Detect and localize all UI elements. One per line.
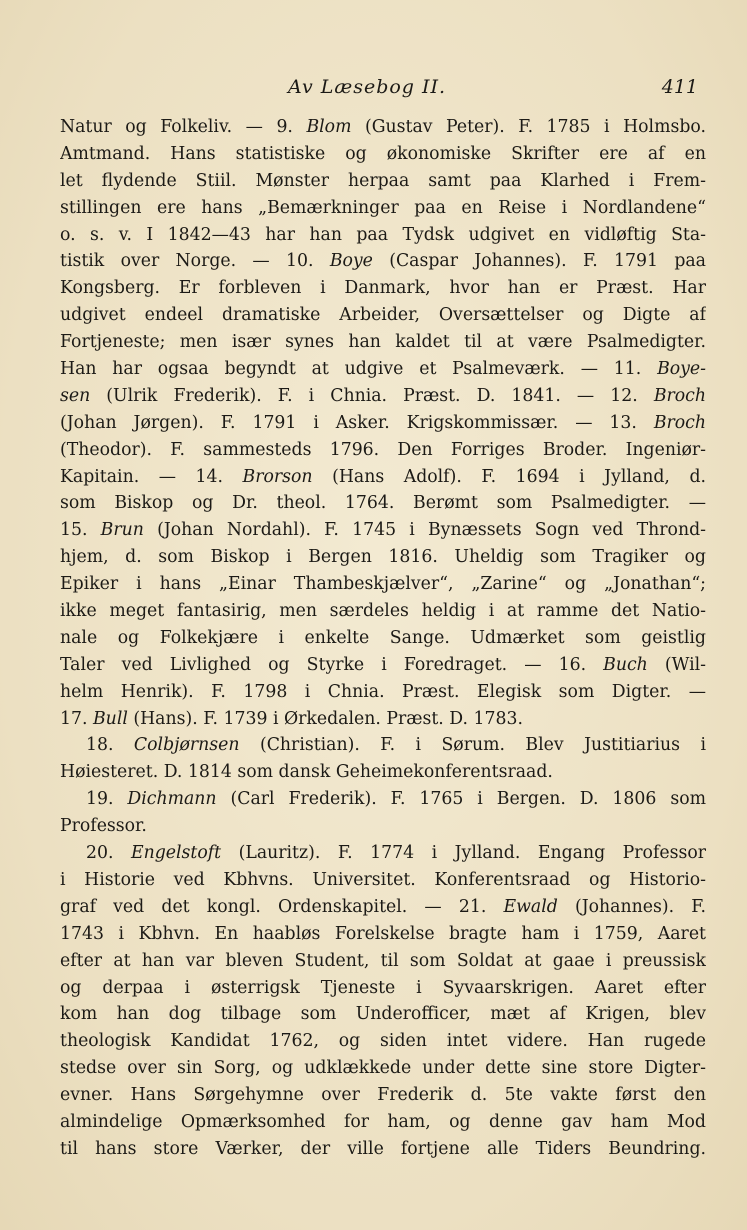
text-run: theologisk Kandidat 1762, og siden intet videre. Han rugede xyxy=(60,1031,706,1052)
text-line xyxy=(60,1028,706,1055)
entry-name: Dichmann xyxy=(127,789,217,810)
text-run: Epiker i hans „Einar Thambeskjælver“, „Zarine“ og „Jonathan“; xyxy=(60,574,706,595)
text-line xyxy=(60,598,706,625)
text-run: nale og Folkekjære i enkelte Sange. Udmærket som geistlig xyxy=(60,627,706,648)
text-run: efter at han var bleven Student, til som Soldat at gaae i preussisk xyxy=(60,950,706,971)
text-run: Kongsberg. Er forbleven i Danmark, hvor han er Præst. Har xyxy=(60,278,706,299)
text-run: kom han dog tilbage som Underofficer, mæt af Krigen, blev xyxy=(60,1004,706,1025)
text-line xyxy=(60,141,706,168)
text-run: Kapitain. — 14. xyxy=(60,466,243,487)
text-run: (Christian). F. i Sørum. Blev Justitiarius i xyxy=(239,735,706,756)
text-run: i Historie ved Kbhvns. Universitet. Konferentsraad og Historio- xyxy=(60,869,706,890)
text-line xyxy=(60,168,706,195)
running-head xyxy=(60,70,706,110)
text-run: ikke meget fantasirig, men særdeles heldig i at ramme det Natio- xyxy=(60,601,706,622)
text-run: (Johan Jørgen). F. 1791 i Asker. Krigskommissær. — 13. xyxy=(60,412,654,433)
text-run: helm Henrik). F. 1798 i Chnia. Præst. Elegisk som Digter. — xyxy=(60,681,706,702)
text-line xyxy=(60,867,706,894)
text-run: stillingen ere hans „Bemærkninger paa en Reise i Nordlandene“ xyxy=(60,197,706,218)
text-run: (Carl Frederik). F. 1765 i Bergen. D. 1806 som xyxy=(216,789,706,810)
text-run: (Hans Adolf). F. 1694 i Jylland, d. xyxy=(312,466,706,487)
text-run: Taler ved Livlighed og Styrke i Foredraget. — 16. xyxy=(60,654,604,675)
text-run: (Johannes). F. xyxy=(557,896,706,917)
page-number: 411 xyxy=(661,76,698,98)
text-run: (Johan Nordahl). F. 1745 i Bynæssets Sogn ved Thrond- xyxy=(143,520,706,541)
text-line xyxy=(60,329,706,356)
text-line xyxy=(60,302,706,329)
text-run: (Caspar Johannes). F. 1791 paa xyxy=(372,251,706,272)
text-run: almindelige Opmærksomhed for ham, og denne gav ham Mod xyxy=(60,1111,706,1132)
text-run: stedse over sin Sorg, og udklækkede under dette sine store Digter- xyxy=(60,1058,706,1079)
text-run: 19. xyxy=(86,789,128,810)
entry-name: Boye- xyxy=(657,359,706,380)
text-line xyxy=(60,706,706,733)
text-line xyxy=(60,1136,706,1163)
text-line xyxy=(60,921,706,948)
entry-name: Ewald xyxy=(503,896,558,917)
entry-name: Brun xyxy=(100,520,144,541)
text-line xyxy=(60,786,706,813)
text-run: o. s. v. I 1842—43 har han paa Tydsk udgivet en vidløftig Sta- xyxy=(60,224,706,245)
text-line xyxy=(60,759,706,786)
text-run: 20. xyxy=(86,843,131,864)
text-run: Han har ogsaa begyndt at udgive et Psalmeværk. — 11. xyxy=(60,359,658,380)
text-run: Natur og Folkeliv. — 9. xyxy=(60,117,307,137)
text-run: Professor. xyxy=(60,816,147,837)
text-line xyxy=(60,1109,706,1136)
entry-name: Brorson xyxy=(242,466,313,487)
text-line xyxy=(60,625,706,652)
text-line xyxy=(60,490,706,517)
text-line xyxy=(60,356,706,383)
text-line xyxy=(60,410,706,437)
text-run: Høiesteret. D. 1814 som dansk Geheimekonferentsraad. xyxy=(60,762,553,783)
text-run: til hans store Værker, der ville fortjene alle Tiders Beundring. xyxy=(60,1138,706,1159)
text-run: Amtmand. Hans statistiske og økonomiske Skrifter ere af en xyxy=(60,143,706,164)
text-run: (Theodor). F. sammesteds 1796. Den Forriges Broder. Ingeniør- xyxy=(60,439,706,460)
text-line xyxy=(60,195,706,222)
text-line xyxy=(60,275,706,302)
text-line xyxy=(60,571,706,598)
text-run: (Lauritz). F. 1774 i Jylland. Engang Professor xyxy=(221,843,706,864)
text-run: 18. xyxy=(86,735,134,756)
text-line xyxy=(60,517,706,544)
entry-name: Broch xyxy=(653,385,706,406)
text-line xyxy=(60,948,706,975)
text-run: (Wil- xyxy=(647,654,706,675)
text-line xyxy=(60,544,706,571)
text-line xyxy=(60,383,706,410)
entry-name: Blom xyxy=(306,117,352,137)
text-line xyxy=(60,1055,706,1082)
text-line xyxy=(60,840,706,867)
text-line xyxy=(60,652,706,679)
text-line xyxy=(60,1001,706,1028)
text-run: graf ved det kongl. Ordenskapitel. — 21. xyxy=(60,896,504,917)
text-run: som Biskop og Dr. theol. 1764. Berømt som Psalmedigter. — xyxy=(60,493,706,514)
book-page xyxy=(60,70,706,1163)
text-run: (Hans). F. 1739 i Ørkedalen. Præst. D. 1783. xyxy=(127,708,523,729)
text-line xyxy=(60,464,706,491)
text-line xyxy=(60,222,706,249)
text-run: tistik over Norge. — 10. xyxy=(60,251,330,272)
text-run: hjem, d. som Biskop i Bergen 1816. Uheldig som Tragiker og xyxy=(60,547,706,568)
entry-name: Colbjørnsen xyxy=(133,735,240,756)
text-run: let flydende Stiil. Mønster herpaa samt paa Klarhed i Frem- xyxy=(60,170,706,191)
text-line xyxy=(60,437,706,464)
text-run: (Gustav Peter). F. 1785 i Holmsbo. xyxy=(351,117,706,137)
text-run: (Ulrik Frederik). F. i Chnia. Præst. D. 1841. — 12. xyxy=(90,385,654,406)
text-line xyxy=(60,732,706,759)
text-run: evner. Hans Sørgehymne over Frederik d. 5te vakte først den xyxy=(60,1085,706,1106)
text-line xyxy=(60,1082,706,1109)
text-line xyxy=(60,248,706,275)
text-run: og derpaa i østerrigsk Tjeneste i Syvaarskrigen. Aaret efter xyxy=(60,977,706,998)
text-run: 17. xyxy=(60,708,93,729)
entry-name: Buch xyxy=(603,654,648,675)
text-line xyxy=(60,975,706,1002)
entry-name: Broch xyxy=(653,412,706,433)
body-text xyxy=(60,114,706,1163)
entry-name: Engelstoft xyxy=(130,843,222,864)
text-run: Fortjeneste; men især synes han kaldet til at være Psalmedigter. xyxy=(60,332,706,353)
text-line xyxy=(60,813,706,840)
text-line xyxy=(60,894,706,921)
text-run: udgivet endeel dramatiske Arbeider, Oversættelser og Digte af xyxy=(60,305,706,326)
text-line xyxy=(60,679,706,706)
entry-name: sen xyxy=(60,385,91,406)
running-head-title: Av Læsebog II. xyxy=(288,76,447,98)
text-run: 15. xyxy=(60,520,101,541)
text-run: 1743 i Kbhvn. En haabløs Forelskelse bragte ham i 1759, Aaret xyxy=(60,923,706,944)
text-line xyxy=(60,114,706,141)
entry-name: Boye xyxy=(329,251,373,272)
entry-name: Bull xyxy=(92,708,128,729)
